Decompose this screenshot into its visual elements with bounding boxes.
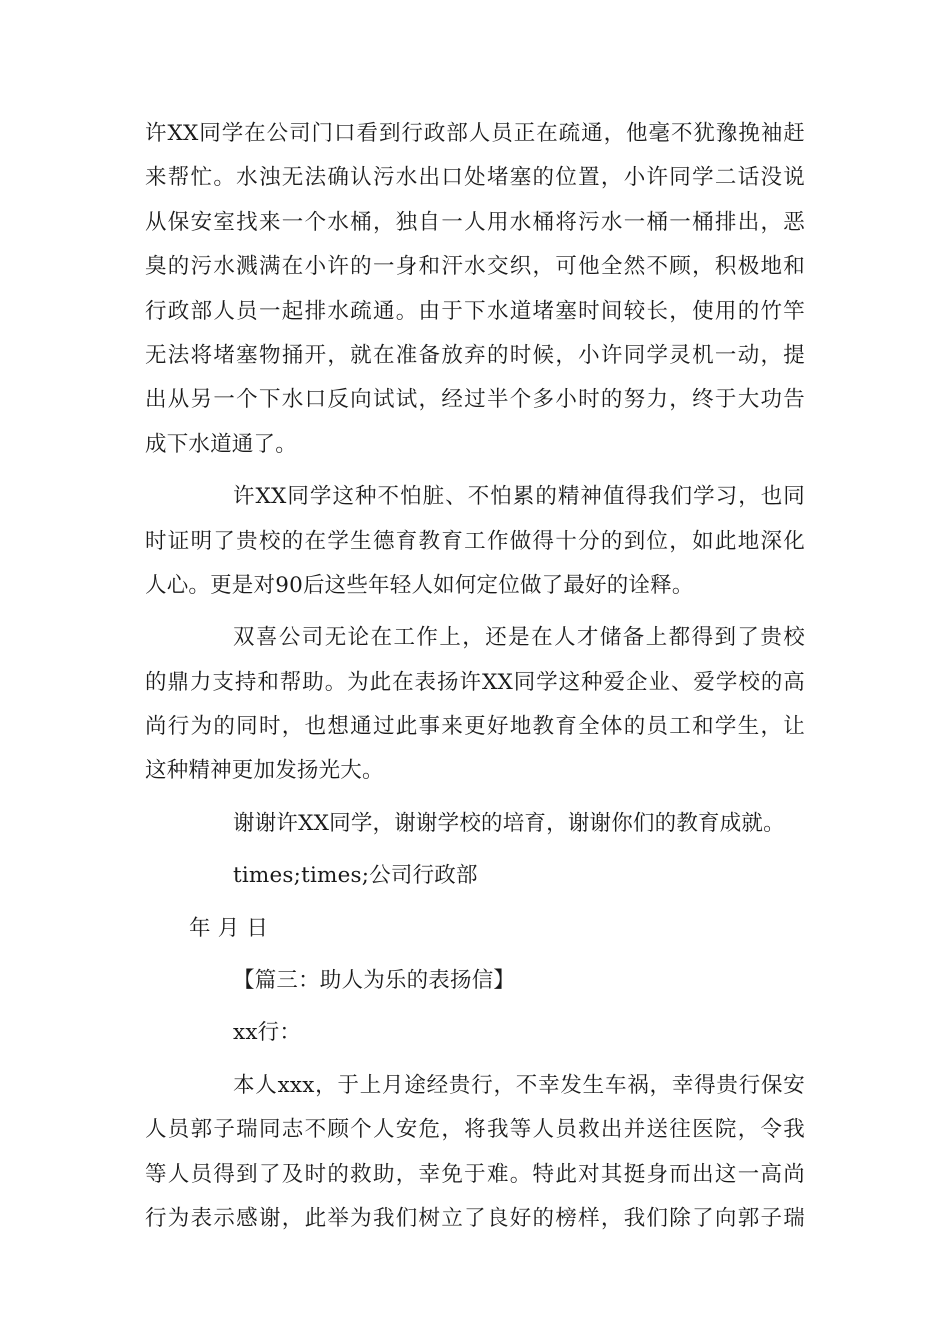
paragraph-3 <box>145 616 810 794</box>
text-line: 人员郭子瑞同志不顾个人安危，将我等人员救出并送往医院，令我 <box>145 1117 805 1143</box>
text-line: 行为表示感谢，此举为我们树立了良好的榜样，我们除了向郭子瑞 <box>145 1205 805 1231</box>
text-line: 无法将堵塞物捅开，就在准备放弃的时候，小许同学灵机一动，提 <box>145 342 805 368</box>
text-line: 的鼎力支持和帮助。为此在表扬许XX同学这种爱企业、爱学校的高 <box>145 669 805 695</box>
text-line: 等人员得到了及时的救助，幸免于难。特此对其挺身而出这一高尚 <box>145 1161 805 1187</box>
text-line: 臭的污水溅满在小许的一身和汗水交织，可他全然不顾，积极地和 <box>145 254 805 280</box>
paragraph-4 <box>145 1064 810 1242</box>
text-line: 这种精神更加发扬光大。 <box>145 758 384 784</box>
thanks-line: 谢谢许XX同学，谢谢学校的培育，谢谢你们的教育成就。 <box>233 810 785 836</box>
text-line: 许XX同学这种不怕脏、不怕累的精神值得我们学习，也同 <box>233 484 805 510</box>
section-title: 【篇三：助人为乐的表扬信】 <box>233 968 516 994</box>
text-line: 许XX同学在公司门口看到行政部人员正在疏通，他毫不犹豫挽袖赶 <box>145 121 805 146</box>
document-page <box>145 112 810 1241</box>
paragraph-2 <box>145 475 810 608</box>
text-line: 尚行为的同时，也想通过此事来更好地教育全体的员工和学生，让 <box>145 714 805 740</box>
text-line: 成下水道通了。 <box>145 431 297 457</box>
text-line: 人心。更是对90后这些年轻人如何定位做了最好的诠释。 <box>145 572 694 598</box>
text-line: 行政部人员一起排水疏通。由于下水道堵塞时间较长，使用的竹竿 <box>145 298 805 324</box>
text-line: 本人xxx，于上月途经贵行，不幸发生车祸，幸得贵行保安 <box>233 1072 805 1098</box>
text-line: 从保安室找来一个水桶，独自一人用水桶将污水一桶一桶排出，恶 <box>145 209 805 235</box>
text-line: 来帮忙。水浊无法确认污水出口处堵塞的位置，小许同学二话没说 <box>145 165 805 191</box>
text-line: 时证明了贵校的在学生德育教育工作做得十分的到位，如此地深化 <box>145 528 805 554</box>
signature: times;times;公司行政部 <box>233 863 478 889</box>
salutation: xx行： <box>233 1020 302 1046</box>
text-line: 双喜公司无论在工作上，还是在人才储备上都得到了贵校 <box>233 625 805 651</box>
date-line: 年 月 日 <box>189 915 269 941</box>
paragraph-1 <box>145 112 810 467</box>
text-line: 出从另一个下水口反向试试，经过半个多小时的努力，终于大功告 <box>145 387 805 413</box>
